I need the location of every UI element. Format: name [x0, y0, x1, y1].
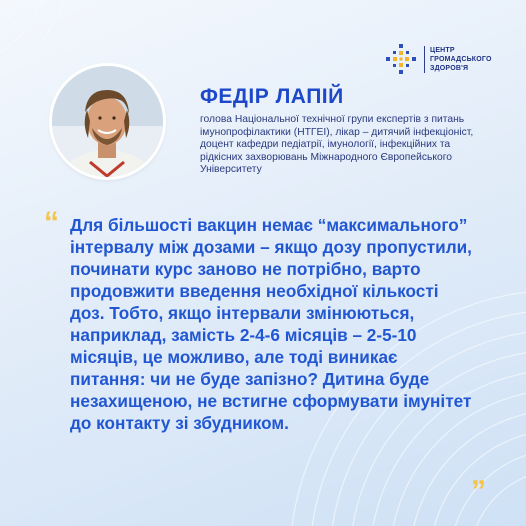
speaker-photo	[52, 66, 163, 177]
quote-text: Для більшості вакцин немає “максимального” інтервалу між дозами – якщо дозу пропустили, починати курс заново не потрібно, варто продовжити введення необхідної кількості доз. Тобто, якщо інтервали змінюються, наприклад, замість 2-4-6 місяців – 2-5-10 місяців, це можливо, але тоді виникає питання: чи не буде запізно? Дитина буде незахищеною, не встигне сформувати імунітет до контакту зі збудником.	[70, 215, 472, 433]
organization-name	[424, 46, 492, 73]
cross-pattern-icon	[384, 42, 418, 76]
organization-name-line3: ЗДОРОВ'Я	[430, 64, 469, 72]
quote-close-mark: „	[471, 458, 486, 491]
organization-name-line2: ГРОМАДСЬКОГО	[430, 55, 492, 63]
organization-logo	[384, 42, 492, 76]
speaker-role: голова Національної технічної групи експертів з питань імунопрофілактики (НТГЕІ), лікар – дитячий інфекціоніст, доцент кафедри педіатрії, імунології, інфекційних та рідкісних захворювань Міжнародного Європейського Університету	[200, 114, 474, 176]
speaker-name: ФЕДІР ЛАПІЙ	[200, 85, 344, 108]
quote-open-mark: “	[44, 206, 59, 239]
organization-name-line1: ЦЕНТР	[430, 46, 455, 54]
